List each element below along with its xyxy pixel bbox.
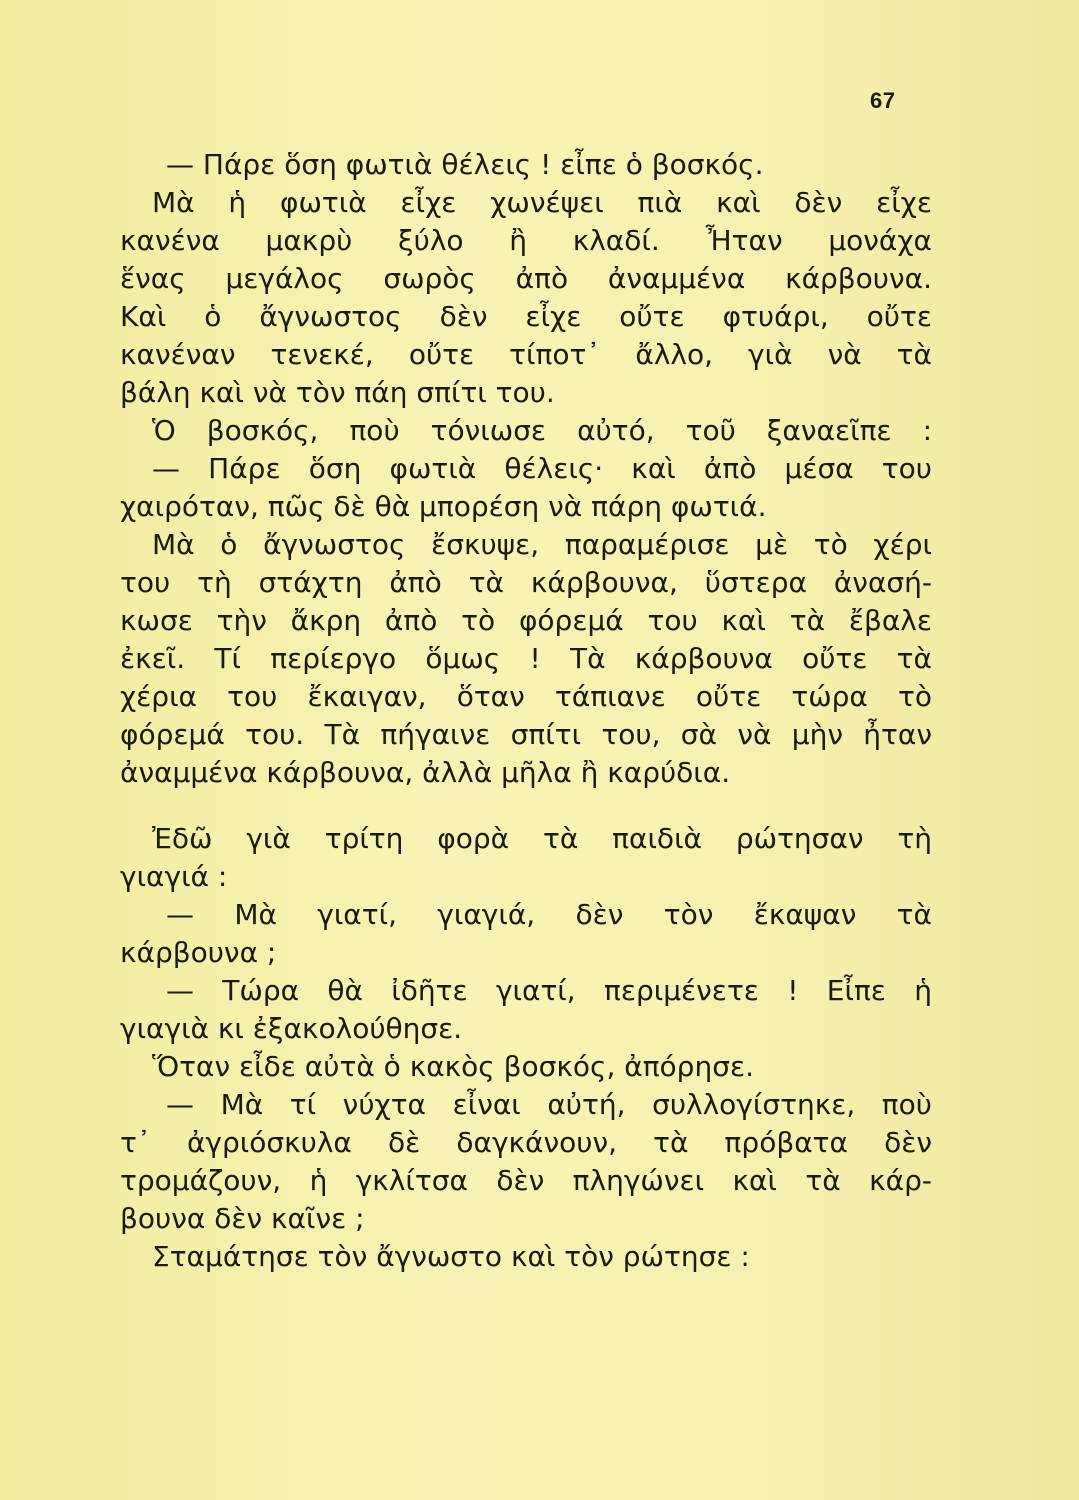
text-line: χέρια του ἔκαιγαν, ὅταν τάπιανε οὔτε τώρα τὸ [120,680,932,713]
text-line: κάρβουνα ; [120,936,277,969]
text-line: τ᾽ ἀγριόσκυλα δὲ δαγκάνουν, τὰ πρόβατα δὲν [120,1126,932,1159]
text-line: του τὴ στάχτη ἀπὸ τὰ κάρβουνα, ὕστερα ἀνασή- [120,566,932,599]
text-line: ἕνας μεγάλος σωρὸς ἀπὸ ἀναμμένα κάρβουνα. [120,262,932,295]
text-line: Ἐδῶ γιὰ τρίτη φορὰ τὰ παιδιὰ ρώτησαν τὴ [152,822,932,855]
text-line: — Μὰ γιατί, γιαγιά, δὲν τὸν ἔκαψαν τὰ [166,898,932,931]
paragraph-gap [120,792,932,820]
text-line: χαιρόταν, πῶς δὲ θὰ μπορέση νὰ πάρη φωτιά. [120,490,767,523]
text-line: — Πάρε ὅση φωτιὰ θέλεις ! εἶπε ὁ βοσκός. [166,148,764,181]
text-line: κωσε τὴν ἄκρη ἀπὸ τὸ φόρεμά του καὶ τὰ ἔβαλε [120,604,932,637]
page-number: 67 [870,88,896,113]
text-line: Μὰ ἡ φωτιὰ εἶχε χωνέψει πιὰ καὶ δὲν εἶχε [152,186,932,219]
text-line: γιαγιά : [120,860,228,893]
body-text [120,146,932,1276]
text-line: Μὰ ὁ ἄγνωστος ἔσκυψε, παραμέρισε μὲ τὸ χέρι [152,528,932,561]
text-line: ἐκεῖ. Τί περίεργο ὅμως ! Τὰ κάρβουνα οὔτε τὰ [120,642,932,675]
text-line: βάλη καὶ νὰ τὸν πάη σπίτι του. [120,376,555,409]
text-line: τρομάζουν, ἡ γκλίτσα δὲν πληγώνει καὶ τὰ κάρ- [120,1164,932,1197]
text-line: — Πάρε ὅση φωτιὰ θέλεις· καὶ ἀπὸ μέσα του [152,452,932,485]
text-line: φόρεμά του. Τὰ πήγαινε σπίτι του, σὰ νὰ μὴν ἦταν [120,718,932,751]
text-line: Ὅταν εἶδε αὐτὰ ὁ κακὸς βοσκός, ἀπόρησε. [152,1050,754,1083]
text-line: γιαγιὰ κι ἐξακολούθησε. [120,1012,463,1045]
text-line: — Τώρα θὰ ἰδῆτε γιατί, περιμένετε ! Εἶπε ἡ [166,974,932,1007]
text-line: κανένα μακρὺ ξύλο ἢ κλαδί. Ἦταν μονάχα [120,224,932,257]
text-line: βουνα δὲν καῖνε ; [120,1202,365,1235]
text-line: ἀναμμένα κάρβουνα, ἀλλὰ μῆλα ἢ καρύδια. [120,756,731,789]
text-line: Ὁ βοσκός, ποὺ τόνιωσε αὐτό, τοῦ ξαναεῖπε : [152,414,932,447]
text-line: κανέναν τενεκέ, οὔτε τίποτ᾽ ἄλλο, γιὰ νὰ τὰ [120,338,932,371]
text-line: Σταμάτησε τὸν ἄγνωστο καὶ τὸν ρώτησε : [152,1240,750,1273]
text-line: — Μὰ τί νύχτα εἶναι αὐτή, συλλογίστηκε, ποὺ [166,1088,932,1121]
text-line: Καὶ ὁ ἄγνωστος δὲν εἶχε οὔτε φτυάρι, οὔτε [120,300,932,333]
